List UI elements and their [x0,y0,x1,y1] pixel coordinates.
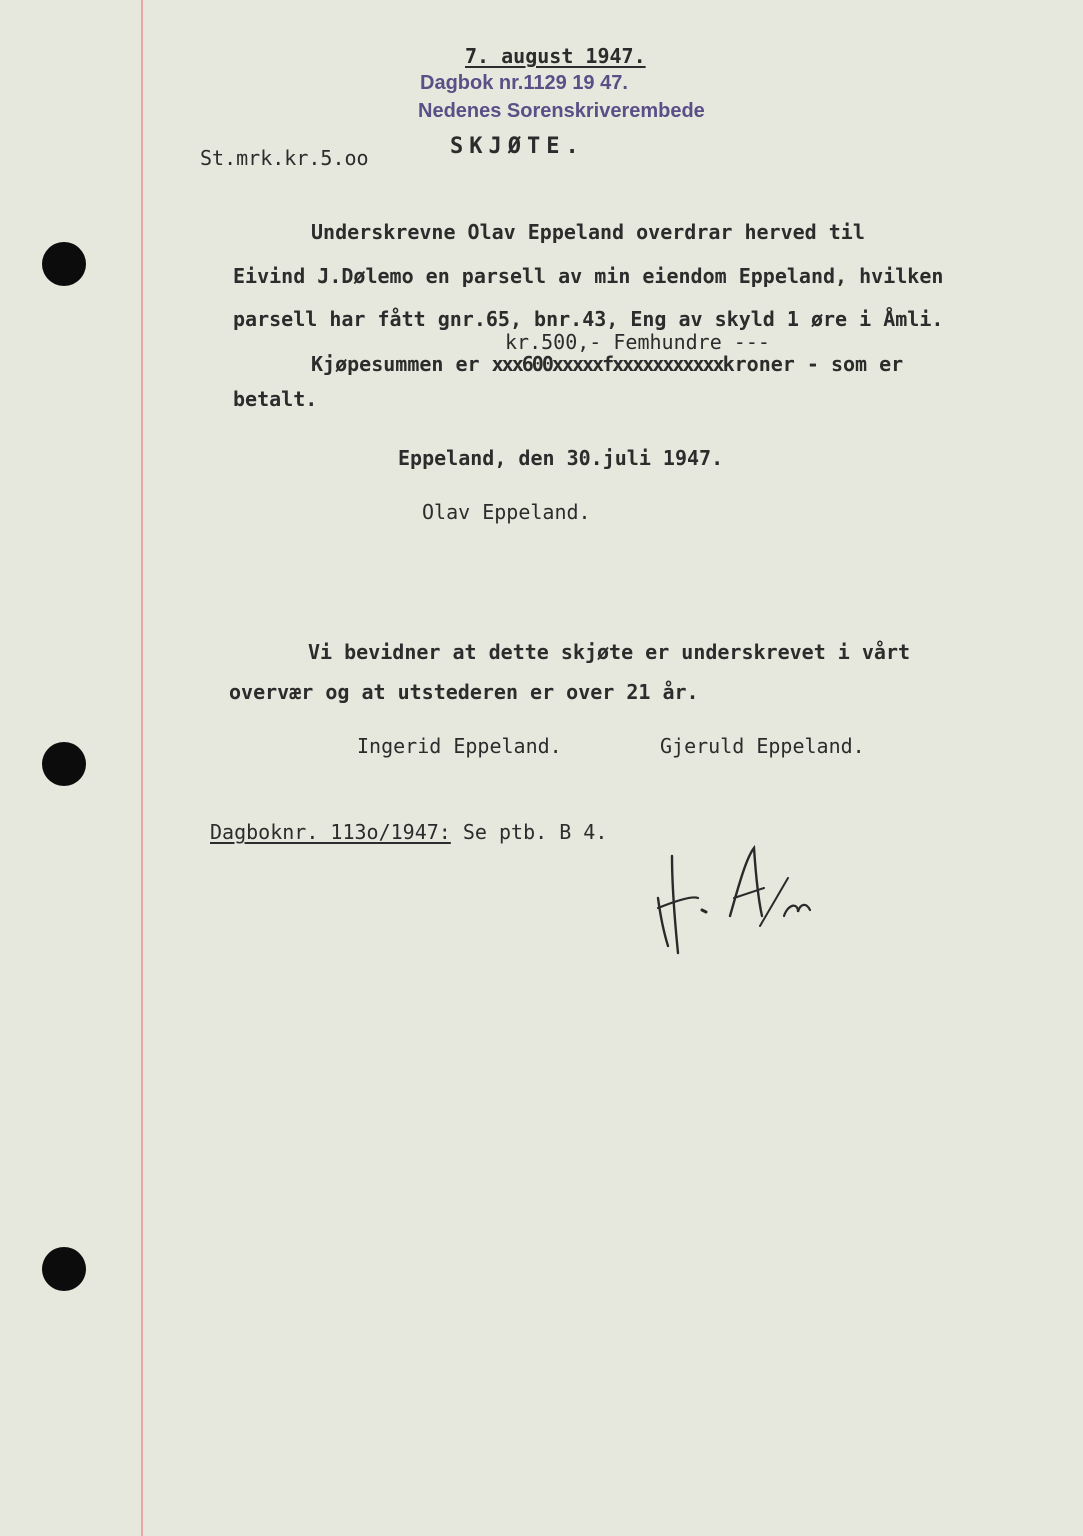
punch-hole-top [42,242,86,286]
office-stamp: Nedenes Sorenskriverembede [418,100,705,122]
margin-rule [141,0,143,1536]
dagbok-year: 19 47. [572,72,628,94]
witness-line-2: overvær og at utstederen er over 21 år. [229,680,699,704]
punch-hole-bottom [42,1247,86,1291]
footnote-line [210,820,607,844]
dagbok-number: 1129 [523,72,567,94]
witness-line-1: Vi bevidner at dette skjøte er underskrevet i vårt [308,640,911,664]
body-line-5: betalt. [233,387,318,411]
purchase-sum-end: kroner - som er [722,352,904,376]
document-title: SKJØTE. [450,134,585,159]
struck-text: xxx600xxxxxfxxxxxxxxxxx [491,352,723,376]
witness-name-2: Gjeruld Eppeland. [660,734,865,758]
dagbok-prefix: Dagbok nr. [420,72,524,94]
header-date: 7. august 1947. [465,44,646,68]
punch-hole-middle [42,742,86,786]
witness-name-1: Ingerid Eppeland. [357,734,562,758]
body-insert: kr.500,- Femhundre --- [505,330,770,354]
body-line-1: Underskrevne Olav Eppeland overdrar herved til [311,220,865,244]
stamp-fee: St.mrk.kr.5.oo [200,146,369,170]
body-line-2: Eivind J.Dølemo en parsell av min eiendom Eppeland, hvilken [233,264,944,288]
signer-name: Olav Eppeland. [422,500,591,524]
body-line-4 [311,352,903,376]
place-date: Eppeland, den 30.juli 1947. [398,446,724,470]
purchase-sum-label: Kjøpesummen er [311,352,480,376]
body-line-3: parsell har fått gnr.65, bnr.43, Eng av skyld 1 øre i Åmli. [233,307,944,331]
dagbok-stamp-line [420,72,628,95]
footnote-reference: Dagboknr. 113o/1947: [210,820,451,844]
footnote-rest: Se ptb. B 4. [450,820,608,844]
handwritten-initials [638,838,818,958]
